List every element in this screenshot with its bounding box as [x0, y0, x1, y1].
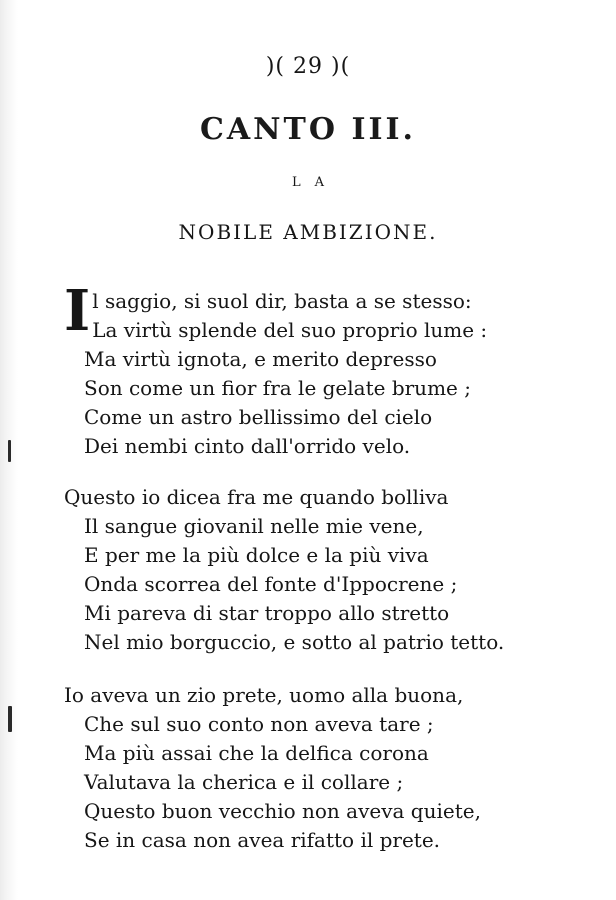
- verse-line: Se in casa non avea rifatto il prete.: [84, 828, 441, 852]
- verse-line: Valutava la cherica e il collare ;: [84, 770, 404, 794]
- subtitle-title: NOBILE AMBIZIONE.: [178, 220, 438, 244]
- binding-mark: [8, 706, 12, 732]
- canto-title: CANTO III.: [199, 112, 417, 147]
- stanza-1: [64, 278, 584, 461]
- verse-line: Questo io dicea fra me quando bolliva: [64, 485, 449, 509]
- verse-line: Onda scorrea del fonte d'Ippocrene ;: [84, 572, 458, 596]
- verse-line: Come un astro bellissimo del cielo: [84, 405, 433, 429]
- drop-cap-letter: I: [64, 278, 91, 344]
- page-number: )( 29 )(: [265, 54, 351, 79]
- verse-line: Il sangue giovanil nelle mie vene,: [84, 514, 424, 538]
- verse-line: Questo buon vecchio non aveva quiete,: [84, 799, 481, 823]
- stanza-3: [64, 681, 584, 855]
- verse-line: Ma virtù ignota, e merito depresso: [84, 347, 437, 371]
- verse-line: Son come un fior fra le gelate brume ;: [84, 376, 471, 400]
- verse-line: Nel mio borguccio, e sotto al patrio tetto.: [84, 630, 505, 654]
- verse-line: La virtù splende del suo proprio lume :: [92, 318, 488, 342]
- verse-line: Io aveva un zio prete, uomo alla buona,: [64, 683, 464, 707]
- binding-mark: [8, 440, 11, 462]
- stanza-2: [64, 483, 584, 657]
- verse-line: Dei nembi cinto dall'orrido velo.: [84, 434, 411, 458]
- verse-line: E per me la più dolce e la più viva: [84, 543, 429, 567]
- verse-line: l saggio, si suol dir, basta a se stesso:: [92, 289, 472, 313]
- verse-line: Ma più assai che la delfica corona: [84, 741, 429, 765]
- subtitle-article: LA: [291, 175, 339, 190]
- verse-line: Mi pareva di star troppo allo stretto: [84, 601, 450, 625]
- verse-line: Che sul suo conto non aveva tare ;: [84, 712, 434, 736]
